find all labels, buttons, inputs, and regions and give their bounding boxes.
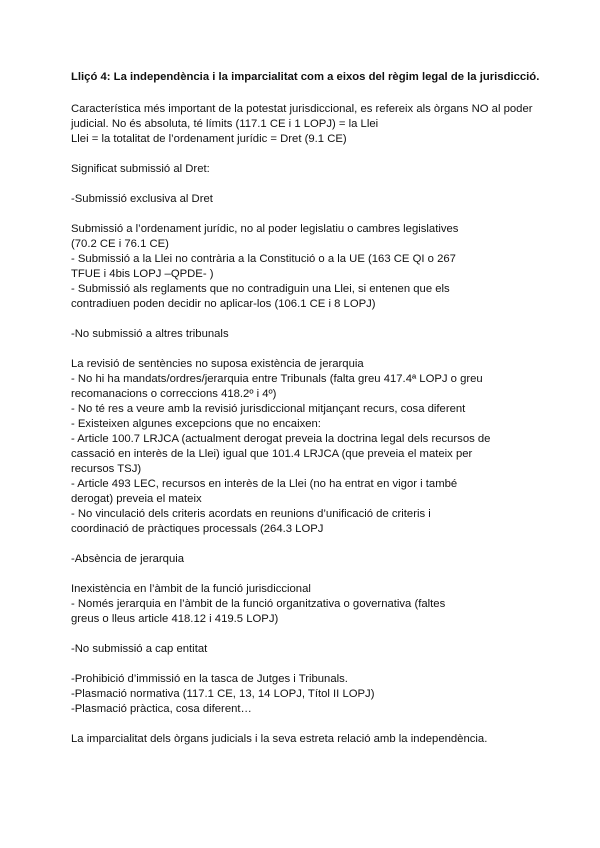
- text-line: judicial. No és absoluta, té límits (117.1 CE i 1 LOPJ) = la Llei: [71, 118, 379, 130]
- paragraph: [71, 642, 541, 657]
- paragraph: [71, 582, 541, 627]
- paragraph: [71, 222, 541, 312]
- text-line: -Plasmació pràctica, cosa diferent…: [71, 703, 252, 715]
- text-line: greus o lleus article 418.12 i 419.5 LOPJ): [71, 613, 279, 625]
- paragraph-gap: [71, 312, 541, 327]
- paragraph-gap: [71, 147, 541, 162]
- paragraph: [71, 162, 541, 177]
- text-line: La revisió de sentències no suposa existència de jerarquia: [71, 358, 364, 370]
- text-line: - Article 100.7 LRJCA (actualment derogat preveia la doctrina legal dels recursos de: [71, 433, 491, 445]
- text-line: - Submissió a la Llei no contrària a la Constitució o a la UE (163 CE QI o 267: [71, 253, 456, 265]
- text-line: (70.2 CE i 76.1 CE): [71, 238, 169, 250]
- text-line: Característica més important de la potestat jurisdiccional, es refereix als òrgans NO al poder: [71, 103, 533, 115]
- text-line: - No hi ha mandats/ordres/jerarquia entre Tribunals (falta greu 417.4ª LOPJ o greu: [71, 373, 483, 385]
- text-line: contradiuen poden decidir no aplicar-los (106.1 CE i 8 LOPJ): [71, 298, 376, 310]
- text-line: - Només jerarquia en l’àmbit de la funció organitzativa o governativa (faltes: [71, 598, 446, 610]
- text-line: recursos TSJ): [71, 463, 142, 475]
- text-line: -No submissió a altres tribunals: [71, 328, 229, 340]
- text-line: coordinació de pràctiques processals (264.3 LOPJ: [71, 523, 324, 535]
- text-line: - Existeixen algunes excepcions que no encaixen:: [71, 418, 321, 430]
- paragraph: [71, 357, 541, 537]
- text-line: -Prohibició d’immissió en la tasca de Jutges i Tribunals.: [71, 673, 348, 685]
- paragraph-gap: [71, 207, 541, 222]
- text-line: -No submissió a cap entitat: [71, 643, 208, 655]
- paragraph-gap: [71, 627, 541, 642]
- lesson-title: Lliçó 4: La independència i la imparcialitat com a eixos del règim legal de la jurisdicció.: [71, 71, 540, 83]
- paragraph: [71, 192, 541, 207]
- paragraph: [71, 102, 541, 147]
- text-line: - Submissió als reglaments que no contradiguin una Llei, si entenen que els: [71, 283, 450, 295]
- text-line: TFUE i 4bis LOPJ –QPDE- ): [71, 268, 214, 280]
- paragraph: [71, 672, 541, 717]
- paragraph-gap: [71, 537, 541, 552]
- text-line: -Submissió exclusiva al Dret: [71, 193, 213, 205]
- text-line: Submissió a l’ordenament jurídic, no al poder legislatiu o cambres legislatives: [71, 223, 459, 235]
- paragraph-gap: [71, 177, 541, 192]
- paragraph: [71, 552, 541, 567]
- paragraph: [71, 327, 541, 342]
- document-body: [71, 70, 541, 747]
- text-line: Significat submissió al Dret:: [71, 163, 210, 175]
- paragraph-gap: [71, 717, 541, 732]
- text-line: -Plasmació normativa (117.1 CE, 13, 14 LOPJ, Títol II LOPJ): [71, 688, 375, 700]
- text-line: Inexistència en l’àmbit de la funció jurisdiccional: [71, 583, 311, 595]
- text-line: La imparcialitat dels òrgans judicials i la seva estreta relació amb la independència.: [71, 733, 488, 745]
- text-line: derogat) preveia el mateix: [71, 493, 202, 505]
- text-line: - No té res a veure amb la revisió jurisdiccional mitjançant recurs, cosa diferent: [71, 403, 466, 415]
- text-line: Llei = la totalitat de l’ordenament jurídic = Dret (9.1 CE): [71, 133, 347, 145]
- text-line: - Article 493 LEC, recursos en interès de la Llei (no ha entrat en vigor i també: [71, 478, 458, 490]
- text-line: recomanacions o correccions 418.2º i 4º): [71, 388, 277, 400]
- text-line: - No vinculació dels criteris acordats en reunions d’unificació de criteris i: [71, 508, 431, 520]
- paragraph-gap: [71, 342, 541, 357]
- text-line: cassació en interès de la Llei) igual que 101.4 LRJCA (que preveia el mateix per: [71, 448, 473, 460]
- text-line: -Absència de jerarquia: [71, 553, 185, 565]
- paragraph: [71, 732, 541, 747]
- paragraph-gap: [71, 567, 541, 582]
- paragraph-gap: [71, 657, 541, 672]
- document-paragraphs: [71, 102, 541, 747]
